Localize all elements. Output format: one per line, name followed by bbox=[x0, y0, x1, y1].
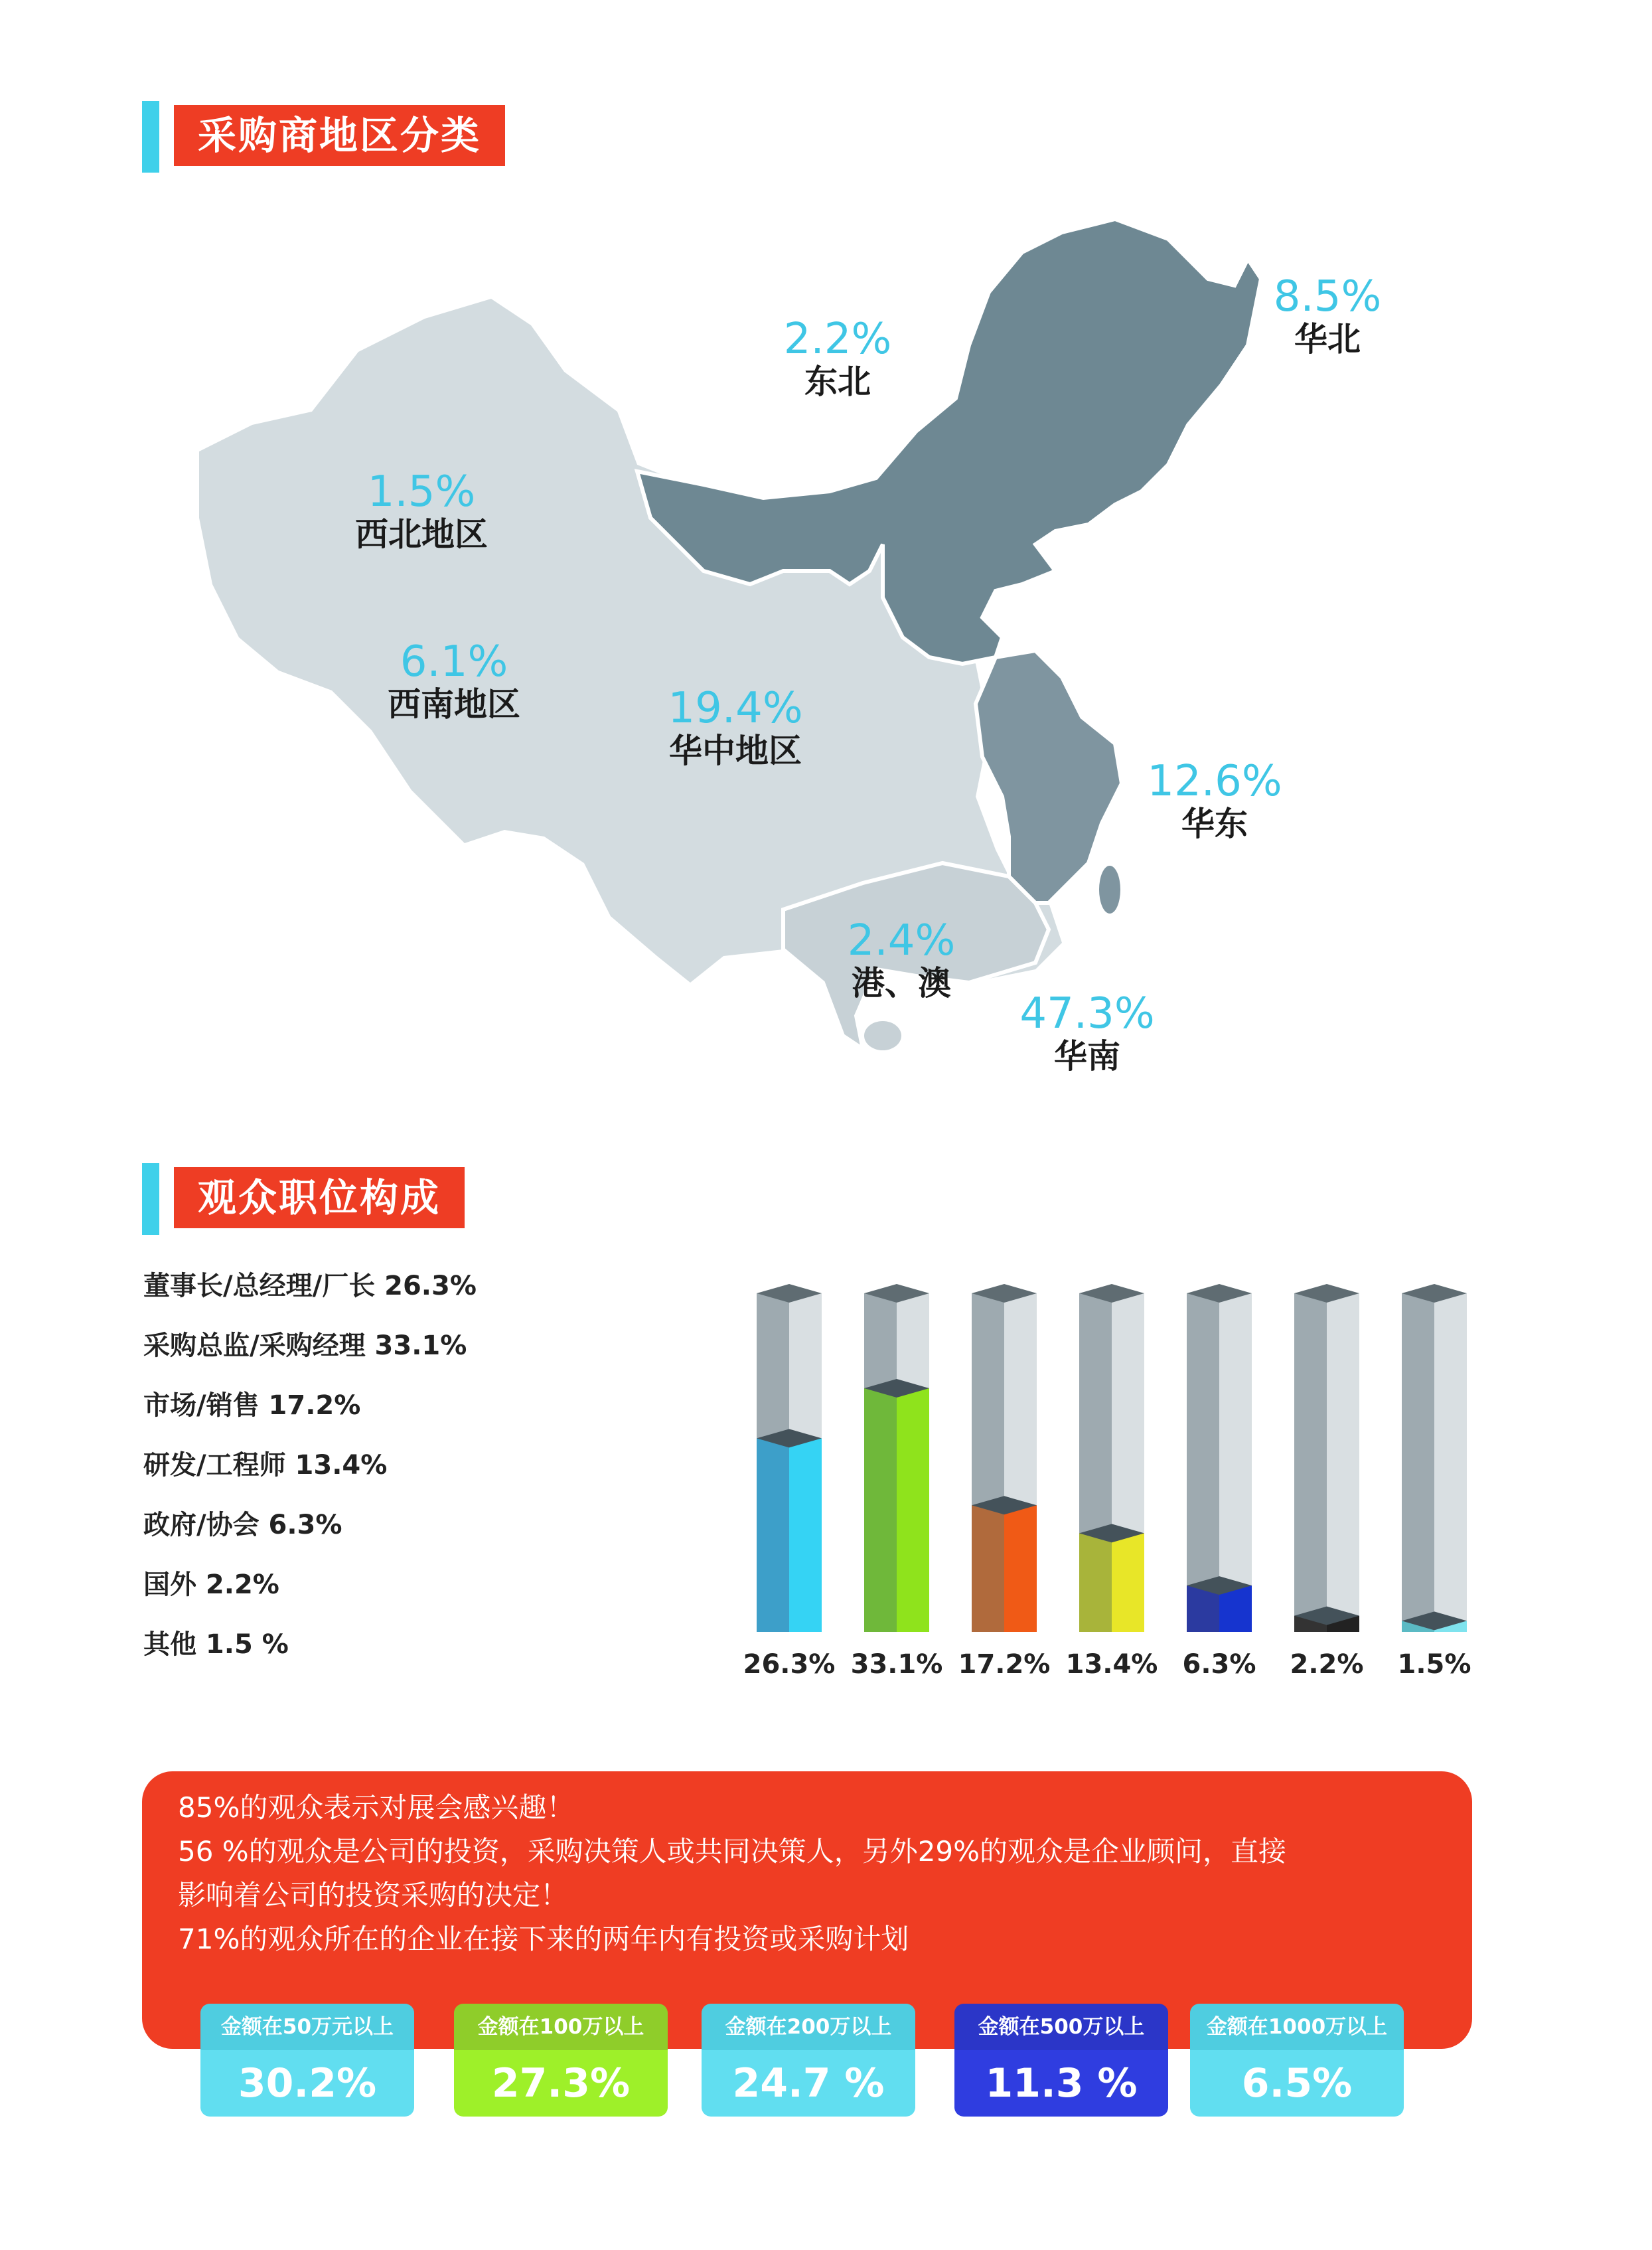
badge-label: 金额在1000万以上 bbox=[1190, 2004, 1404, 2050]
bar-track-right bbox=[1434, 1293, 1467, 1632]
region-pct: 19.4% bbox=[668, 684, 803, 733]
badge-label: 金额在50万元以上 bbox=[200, 2004, 414, 2050]
region-name: 港、澳 bbox=[852, 964, 951, 1003]
bar-track-left bbox=[1294, 1293, 1327, 1632]
badge-value: 27.3% bbox=[454, 2050, 668, 2117]
badge-value: 30.2% bbox=[200, 2050, 414, 2117]
info-line: 85%的观众表示对展会感兴趣！ bbox=[178, 1791, 575, 1824]
amount-badge bbox=[454, 2004, 668, 2117]
bar-fill-right bbox=[789, 1438, 822, 1632]
bar-fill-left bbox=[1079, 1533, 1112, 1632]
region-name: 华南 bbox=[1054, 1037, 1120, 1076]
badge-value: 24.7 % bbox=[702, 2050, 915, 2117]
bar-fill-right bbox=[1112, 1533, 1144, 1632]
region-pct: 1.5% bbox=[367, 467, 476, 517]
info-text bbox=[178, 1786, 1465, 1961]
bar-value-label: 6.3% bbox=[1182, 1649, 1256, 1680]
badge-label: 金额在200万以上 bbox=[702, 2004, 915, 2050]
region-section-title: 采购商地区分类 bbox=[174, 105, 505, 166]
bar-value-label: 1.5% bbox=[1397, 1649, 1471, 1680]
bar-value-label: 2.2% bbox=[1290, 1649, 1364, 1680]
bar-value-label: 26.3% bbox=[743, 1649, 836, 1680]
legend-item: 董事长/总经理/厂长 26.3% bbox=[143, 1271, 477, 1301]
region-name: 华中地区 bbox=[669, 732, 802, 770]
amount-badge bbox=[702, 2004, 915, 2117]
amount-badge bbox=[1190, 2004, 1404, 2117]
bar-fill-right bbox=[1004, 1505, 1037, 1632]
legend-item: 国外 2.2% bbox=[143, 1569, 279, 1600]
jobs-section-title: 观众职位构成 bbox=[174, 1167, 465, 1228]
bar-track-right bbox=[1327, 1293, 1359, 1632]
bar-value-label: 17.2% bbox=[958, 1649, 1051, 1680]
bar-fill-right bbox=[897, 1388, 929, 1632]
region-pct: 47.3% bbox=[1019, 989, 1155, 1038]
region-name: 西北地区 bbox=[355, 515, 488, 554]
region-pct: 8.5% bbox=[1273, 272, 1382, 321]
region-pct: 12.6% bbox=[1147, 757, 1282, 806]
legend-item: 采购总监/采购经理 33.1% bbox=[143, 1330, 467, 1361]
badge-value: 6.5% bbox=[1190, 2050, 1404, 2117]
region-name: 西南地区 bbox=[388, 685, 520, 724]
badge-label: 金额在500万以上 bbox=[954, 2004, 1168, 2050]
bar-fill-left bbox=[972, 1505, 1004, 1632]
badge-label: 金额在100万以上 bbox=[454, 2004, 668, 2050]
region-pct: 2.4% bbox=[847, 916, 956, 965]
info-line: 71%的观众所在的企业在接下来的两年内有投资或采购计划 bbox=[178, 1923, 909, 1955]
bar-track-left bbox=[1402, 1293, 1434, 1632]
region-name: 东北 bbox=[804, 362, 871, 401]
legend-item: 政府/协会 6.3% bbox=[143, 1510, 342, 1540]
info-line: 影响着公司的投资采购的决定！ bbox=[178, 1879, 569, 1911]
legend-item: 市场/销售 17.2% bbox=[143, 1390, 361, 1421]
bar-fill-left bbox=[757, 1438, 789, 1632]
bar-fill-left bbox=[864, 1388, 897, 1632]
info-line: 56 %的观众是公司的投资，采购决策人或共同决策人，另外29%的观众是企业顾问，直接 bbox=[178, 1835, 1287, 1868]
region-pct: 6.1% bbox=[400, 637, 508, 686]
legend-item: 其他 1.5 % bbox=[143, 1629, 289, 1660]
bar-value-label: 13.4% bbox=[1065, 1649, 1158, 1680]
badge-value: 11.3 % bbox=[954, 2050, 1168, 2117]
region-name: 华北 bbox=[1294, 320, 1361, 359]
amount-badge bbox=[200, 2004, 414, 2117]
amount-badge bbox=[954, 2004, 1168, 2117]
legend-item: 研发/工程师 13.4% bbox=[143, 1450, 388, 1481]
region-pct: 2.2% bbox=[783, 315, 892, 364]
bar-value-label: 33.1% bbox=[850, 1649, 943, 1680]
region-name: 华东 bbox=[1181, 805, 1248, 843]
